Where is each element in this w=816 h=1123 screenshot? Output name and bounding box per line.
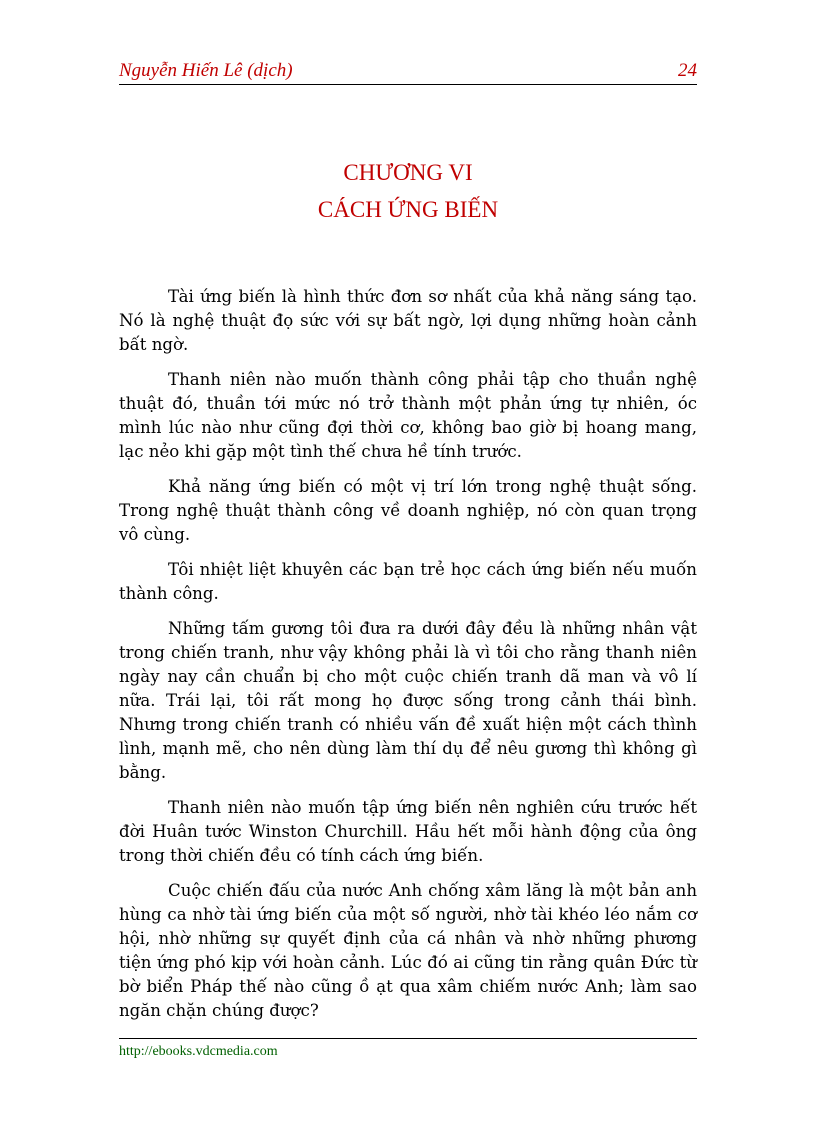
paragraph: Những tấm gương tôi đưa ra dưới đây đều là những nhân vật trong chiến tranh, như vậy không phải là vì tôi cho rằng thanh niên ngày nay cần chuẩn bị cho một cuộc chiến tranh dã man và vô lí nữa. Trái lại, tôi rất mong họ được sống trong cảnh thái bình. Nhưng trong chiến tranh có nhiều vấn đề xuất hiện một cách thình lình, mạnh mẽ, cho nên dùng làm thí dụ để nêu gương thì không gì bằng. [119, 619, 697, 782]
paragraph: Tài ứng biến là hình thức đơn sơ nhất của khả năng sáng tạo. Nó là nghệ thuật đọ sức với sự bất ngờ, lợi dụng những hoàn cảnh bất ngờ. [119, 287, 697, 354]
chapter-title: CÁCH ỨNG BIẾN [317, 197, 499, 222]
paragraph: Thanh niên nào muốn tập ứng biến nên nghiên cứu trước hết đời Huân tước Winston Churchill. Hầu hết mỗi hành động của ông trong thời chiến đều có tính cách ứng biến. [119, 798, 697, 865]
footer-url[interactable]: http://ebooks.vdcmedia.com [119, 1044, 278, 1059]
header-author: Nguyễn Hiến Lê (dịch) [119, 60, 293, 81]
paragraph: Thanh niên nào muốn thành công phải tập cho thuần nghệ thuật đó, thuần tới mức nó trở thành một phản ứng tự nhiên, óc mình lúc nào như cũng đợi thời cơ, không bao giờ bị hoang mang, lạc nẻo khi gặp một tình thế chưa hề tính trước. [119, 370, 697, 461]
paragraph: Khả năng ứng biến có một vị trí lớn trong nghệ thuật sống. Trong nghệ thuật thành công về doanh nghiệp, nó còn quan trọng vô cùng. [119, 477, 697, 544]
paragraph: Cuộc chiến đấu của nước Anh chống xâm lăng là một bản anh hùng ca nhờ tài ứng biến của một số người, nhờ tài khéo léo nắm cơ hội, nhờ những sự quyết định của cá nhân và nhờ những phương tiện ứng phó kịp với hoàn cảnh. Lúc đó ai cũng tin rằng quân Đức từ bờ biển Pháp thế nào cũng ồ ạt qua xâm chiếm nước Anh; làm sao ngăn chặn chúng được? [119, 881, 697, 1020]
page-number: 24 [678, 60, 697, 81]
chapter-body [119, 285, 697, 1034]
chapter-number: CHƯƠNG VI [343, 160, 473, 185]
footer-divider [119, 1038, 697, 1039]
paragraph: Tôi nhiệt liệt khuyên các bạn trẻ học cách ứng biến nếu muốn thành công. [119, 560, 697, 603]
page-header [119, 58, 697, 85]
